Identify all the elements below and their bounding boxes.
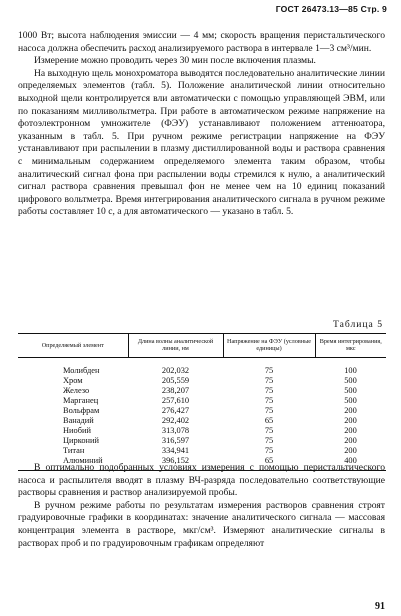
table-cell: Молибден	[63, 366, 100, 376]
paragraph: В ручном режиме работы по результатам измерения растворов сравнения строят градуировочные графики в координатах: значение аналитического сигнала — массовая концентрация элемента в растворе, мкг/см³. Измеряют аналитические сигналы в растворах проб и по градуировочным графикам определяют	[18, 499, 385, 549]
table-cell: Марганец	[63, 396, 99, 406]
table-cell: 500	[344, 386, 357, 396]
table-cell: Хром	[63, 376, 83, 386]
table-cell: 75	[264, 425, 274, 435]
table-cell: 200	[344, 425, 357, 435]
table-cell: 257,610	[161, 396, 190, 406]
paragraph: На выходную щель монохроматора выводятся последовательно аналитические линии определяемых элементов (табл. 5). Положение аналитической линии относительно выходной щели контролируется вли автоматически с помощью управляющей ЭВМ, или по показаниям милливольтметра. При работе в автоматическом режиме напряжение на фотоэлектронном умножителе (ФЭУ) устанавливают положением аттенюатора, указанным в табл. 5. При ручном режиме регистрации напряжение на ФЭУ устанавливают при распылении в плазму дистиллированной воды и раствора сравнения с минимальным содержанием определяемого элемента таким образом, чтобы аналитический сигнал фона при распылении воды стремился к нулю, а аналитический сигнал раствора сравнения превышал фон не менее чем на 10 единиц показаний цифрового вольтметра. Время интегрирования аналитического сигнала в ручном режиме работы составляет 10 с, а для автоматического — указано в табл. 5.	[18, 67, 385, 218]
table-cell: 396,152	[128, 456, 223, 471]
table-cell: 75	[264, 406, 274, 416]
table-cell: 65	[223, 456, 315, 471]
body-text-top	[18, 30, 385, 219]
table-cell: 313,078	[161, 425, 190, 435]
table-cell: 292,402	[161, 415, 190, 425]
table-cell: 75	[264, 366, 274, 376]
data-table	[18, 333, 386, 471]
table-row	[18, 358, 386, 376]
table-cell: 100	[344, 366, 357, 376]
table-body	[18, 358, 386, 471]
paragraph: Измерение можно проводить через 30 мин после включения плазмы.	[34, 55, 316, 67]
paragraph: 1000 Вт; высота наблюдения эмиссии — 4 мм; скорость вращения перистальтического насоса должна обеспечить расход анализируемого раствора в интервале 1—3 см³/мин.	[18, 30, 385, 54]
table-cell: 202,032	[161, 366, 190, 376]
table-row	[18, 436, 386, 446]
table-cell: 65	[264, 415, 274, 425]
table-row	[18, 446, 386, 456]
table-cell: Цирконий	[63, 435, 99, 445]
table-row	[18, 396, 386, 406]
paragraph: В оптимально подобранных условиях измерения с помощью перистальтического насоса и распылителя вводят в плазму ВЧ-разряда последовательно соответствующие растворы сравнения и раствор анализируемой пробы.	[18, 462, 385, 499]
table-caption: Таблица 5	[332, 319, 383, 330]
table-row	[18, 386, 386, 396]
table-cell: 75	[264, 386, 274, 396]
table-cell: 500	[344, 376, 357, 386]
table-cell: 200	[344, 435, 357, 445]
table-cell: Вольфрам	[63, 406, 100, 416]
table-cell: 200	[344, 445, 357, 455]
column-header: Определяемый элемент	[18, 334, 128, 358]
table-cell: 238,207	[161, 386, 190, 396]
table-cell: Железо	[63, 386, 90, 396]
table-cell: 276,427	[161, 406, 190, 416]
table-cell: 500	[344, 396, 357, 406]
table-row	[18, 416, 386, 426]
table-cell: 75	[264, 435, 274, 445]
table-cell: Ванадий	[63, 415, 94, 425]
body-text-bottom	[18, 462, 385, 550]
table-header-row	[18, 334, 386, 358]
column-header: Напряжение на ФЭУ (условные единицы)	[223, 334, 315, 358]
table-cell: 200	[344, 415, 357, 425]
table-cell: 200	[344, 406, 357, 416]
table-cell: Титан	[63, 445, 85, 455]
table-row	[18, 376, 386, 386]
table-cell: 205,559	[161, 376, 190, 386]
table-cell: 75	[264, 376, 274, 386]
table-cell: 334,941	[161, 445, 190, 455]
table-cell: 400	[315, 456, 386, 471]
column-header: Время интегрирования, мкс	[315, 334, 386, 358]
table-cell: 75	[264, 445, 274, 455]
table-cell: Алюминий	[18, 456, 128, 471]
table-row	[18, 406, 386, 416]
page-header: ГОСТ 26473.13—85 Стр. 9	[275, 4, 387, 14]
table-cell: 75	[264, 396, 274, 406]
page-number: 91	[375, 601, 385, 612]
table-cell: 316,597	[161, 435, 190, 445]
column-header: Длина волны аналитической линии, нм	[128, 334, 223, 358]
table-cell: Ниобий	[63, 425, 91, 435]
table-row	[18, 426, 386, 436]
